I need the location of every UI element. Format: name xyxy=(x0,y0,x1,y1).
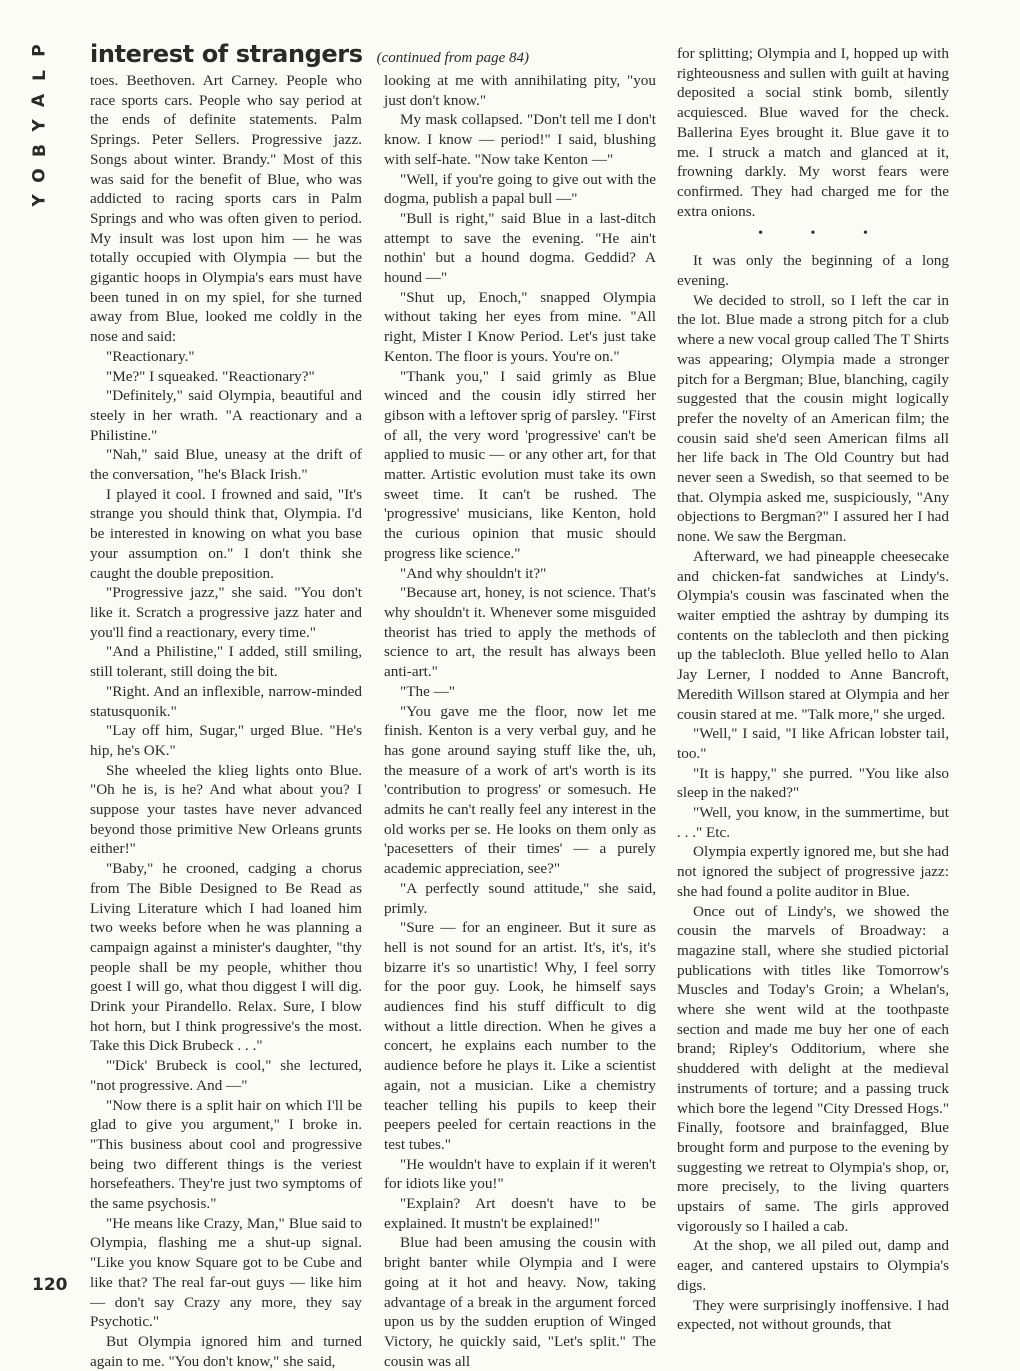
section-break: • • • xyxy=(758,226,890,242)
paragraph: "It is happy," she purred. "You like also sleep in the naked?" xyxy=(677,764,949,802)
paragraph: Blue had been amusing the cousin with bright banter while Olympia and I were going at it hot and heavy. Now, taking advantage of a break in the argument forced upon us by the sudden eruption of Winged Victory, he quickly said, "Let's split." The cousin was all xyxy=(384,1234,656,1370)
article-header xyxy=(90,40,529,68)
article-title: interest of strangers xyxy=(90,40,363,68)
paragraph: "Bull is right," said Blue in a last-ditch attempt to save the evening. "He ain't nothin' but a hound dogma. Geddid? A hound —" xyxy=(384,209,656,287)
paragraph: Afterward, we had pineapple cheesecake and chicken-fat sandwiches at Lindy's. Olympia's cousin was fascinated when the waiter emptied the ashtray by dumping its contents on the tablecloth and then picking up the tablecloth. Blue yelled hello to Alan Jay Lerner, I nodded to Anne Bancroft, Meredith Willson stared at Olympia and her cousin stared at me. "Talk more," she urged. xyxy=(677,547,949,723)
paragraph: It was only the beginning of a long evening. xyxy=(677,252,949,290)
running-head-letter: P xyxy=(29,44,50,57)
paragraph: "Progressive jazz," she said. "You don't like it. Scratch a progressive jazz hater and you'll find a reactionary, every time." xyxy=(90,584,362,641)
paragraph: We decided to stroll, so I left the car in the lot. Blue made a strong pitch for a club where a new vocal group called The T Shirts was appearing; Olympia made a stronger pitch for a Bergman; Blue, blanching, cagily suggested that the cousin might logically prefer the novelty of an American film; the cousin said she'd seen American films all her life back in The Old Country but had never seen a Swedish, so that seemed to be that. Olympia asked me, suspiciously, "Any objections to Bergman?" I assured her I had none. We saw the Bergman. xyxy=(677,291,949,546)
paragraph: "And why shouldn't it?" xyxy=(400,564,547,582)
paragraph: But Olympia ignored him and turned again to me. "You don't know," she said, xyxy=(90,1333,362,1370)
paragraph: toes. Beethoven. Art Carney. People who race sports cars. People who say period at the ends of definite statements. Palm Springs. Peter Sellers. Progressive jazz. Songs about winter. Brandy." Most of this was said for the benefit of Blue, who was addicted to racing sports cars in Palm Springs and who was often given to period. My insult was lost upon him — he was totally occupied with Olympia — but the gigantic hoops in Olympia's ears must have been tuned in on my spiel, for she turned away from Blue, looked me coldly in the nose and said: xyxy=(90,72,362,346)
paragraph: "You gave me the floor, now let me finish. Kenton is a very verbal guy, and he has gone around saying stuff like the, uh, the measure of a work of art's worth is its 'contribution to progress' or somesuch. He admits he can't really feel any interest in the old works per se. He looks on them only as 'pacesetters of their times' — a purely academic appreciation, see?" xyxy=(384,702,656,878)
running-head-letter: Y xyxy=(29,119,50,132)
paragraph: "Lay off him, Sugar," urged Blue. "He's hip, he's OK." xyxy=(90,722,362,759)
text-column-3 xyxy=(677,44,949,1335)
paragraph: My mask collapsed. "Don't tell me I don't know. I know — period!" I said, blushing with self-hate. "Now take Kenton —" xyxy=(384,111,656,168)
paragraph: for splitting; Olympia and I, hopped up with righteousness and sullen with guilt at having deposited a social stink bomb, silently acquiesced. Blue waved for the check. Ballerina Eyes brought it. Blue gave it to me. I struck a match and glanced at it, frowning darkly. My worst fears were confirmed. They had charged me for the extra onions. xyxy=(677,45,949,220)
text-column-1 xyxy=(90,71,362,1371)
paragraph: I played it cool. I frowned and said, "It's strange you should think that, Olympia. I'd be interested in knowing on what you base your assumption on." I don't think she caught the double preposition. xyxy=(90,485,362,582)
column-3-part-a xyxy=(677,44,949,221)
paragraph: Once out of Lindy's, we showed the cousin the marvels of Broadway: a magazine stall, where she studied pictorial publications with titles like Tomorrow's Muscles and Today's Groin; a Whelan's, where she went wild at the toothpaste section and made me buy her one of each brand; Ripley's Odditorium, where she shuddered with delight at the medieval instruments of torture; and a passing truck which bore the legend "City Dressed Hogs." Finally, footsore and brainfagged, Blue brought form and purpose to the evening by suggesting we retreat to Olympia's shop, or, more precisely, to the living quarters upstairs of same. The girls approved vigorously so I hailed a cab. xyxy=(677,902,949,1235)
paragraph: "A perfectly sound attitude," she said, primly. xyxy=(384,879,656,917)
paragraph: "He wouldn't have to explain if it weren't for idiots like you!" xyxy=(384,1155,656,1193)
paragraph: looking at me with annihilating pity, "you just don't know." xyxy=(384,72,656,109)
running-head-letter: B xyxy=(29,144,50,157)
running-head-letter: Y xyxy=(29,194,50,207)
paragraph: "Definitely," said Olympia, beautiful and steely in her wrath. "A reactionary and a Philistine." xyxy=(90,387,362,444)
page-number: 120 xyxy=(32,1275,68,1295)
paragraph: "'Dick' Brubeck is cool," she lectured, "not progressive. And —" xyxy=(90,1057,362,1094)
paragraph: "Well, you know, in the summertime, but . . ." Etc. xyxy=(677,804,949,841)
paragraph: "Reactionary." xyxy=(106,347,195,365)
text-column-2 xyxy=(384,71,656,1371)
paragraph: "Sure — for an engineer. But it sure as hell is not sound for an artist. It's, it's, it's bizarre it's so unartistic! Why, I feel sorry for the poor guy. Look, he himself says audiences find his stuff difficult to dig without a little direction. When he gives a concert, he explains each number to the audience before he plays it. Like a scientist again, not a musician. Like a chemistry teacher telling his pupils to keep their peepers peeled for certain reactions in the test tubes." xyxy=(384,919,656,1153)
paragraph: "Baby," he crooned, cadging a chorus from The Bible Designed to Be Read as Living Literature which I had loaned him two weeks before when he was planning a campaign against a minister's daughter, "thy people shall be my people, whither thou goest I will go, what thou diggest I will dig. Drink your Pirandello. Relax. Sure, I blow hot horn, but I think progressive's the most. Take this Dick Brubeck . . ." xyxy=(90,860,362,1055)
paragraph: "Because art, honey, is not science. That's why shouldn't it. Whenever some misguided theorist has tried to apply the methods of science to art, the result has always been anti-art." xyxy=(384,584,656,681)
paragraph: "Nah," said Blue, uneasy at the drift of the conversation, "he's Black Irish." xyxy=(90,446,362,484)
running-head-letter: A xyxy=(29,93,50,108)
paragraph: "He means like Crazy, Man," Blue said to Olympia, flashing me a shut-up signal. "Like you know Square got to be Cube and like that? The real far-out guys — like him — don't say Crazy any more, they say Psychotic." xyxy=(90,1214,362,1331)
running-head-letter: O xyxy=(29,168,50,183)
paragraph: At the shop, we all piled out, damp and eager, and cantered upstairs to Olympia's digs. xyxy=(677,1237,949,1294)
paragraph: "Shut up, Enoch," snapped Olympia without taking her eyes from mine. "All right, Mister I Know Period. Let's just take Kenton. The floor is yours. You're on." xyxy=(384,288,656,365)
paragraph: "The —" xyxy=(400,682,455,700)
continuation-note: (continued from page 84) xyxy=(376,50,529,66)
column-3-part-b xyxy=(677,251,949,1335)
paragraph: "Me?" I squeaked. "Reactionary?" xyxy=(106,367,315,385)
paragraph: "Now there is a split hair on which I'll be glad to give you argument," I broke in. "This business about cool and progressive being two different things is the veriest horsefeathers. They're just two symptoms of the same psychosis." xyxy=(90,1096,362,1213)
paragraph: She wheeled the klieg lights onto Blue. "Oh he is, is he? And what about you? I suppose your tastes have never advanced beyond those primitive New Orleans grunts either!" xyxy=(90,761,362,858)
paragraph: "And a Philistine," I added, still smiling, still tolerant, still doing the bit. xyxy=(90,643,362,681)
paragraph: "Thank you," I said grimly as Blue winced and the cousin idly stirred her gibson with a leftover sprig of parsley. "First of all, the very word 'progressive' can't be applied to music — or any other art, for that matter. Artistic evolution must take its own sweet time. It can't be rushed. The 'progressive' musicians, like Kenton, hold the curious opinion that music should progress like science." xyxy=(384,367,656,562)
paragraph: "Explain? Art doesn't have to be explained. It mustn't be explained!" xyxy=(384,1195,656,1232)
paragraph: "Well, if you're going to give out with the dogma, publish a papal bull —" xyxy=(384,170,656,208)
paragraph: "Well," I said, "I like African lobster tail, too." xyxy=(677,725,949,762)
running-head xyxy=(30,38,50,213)
running-head-letter: L xyxy=(29,70,50,81)
paragraph: Olympia expertly ignored me, but she had not ignored the subject of progressive jazz: she had found a polite auditor in Blue. xyxy=(677,843,950,900)
paragraph: "Right. And an inflexible, narrow-minded statusquonik." xyxy=(90,682,362,720)
paragraph: They were surprisingly inoffensive. I had expected, not without grounds, that xyxy=(677,1296,949,1334)
